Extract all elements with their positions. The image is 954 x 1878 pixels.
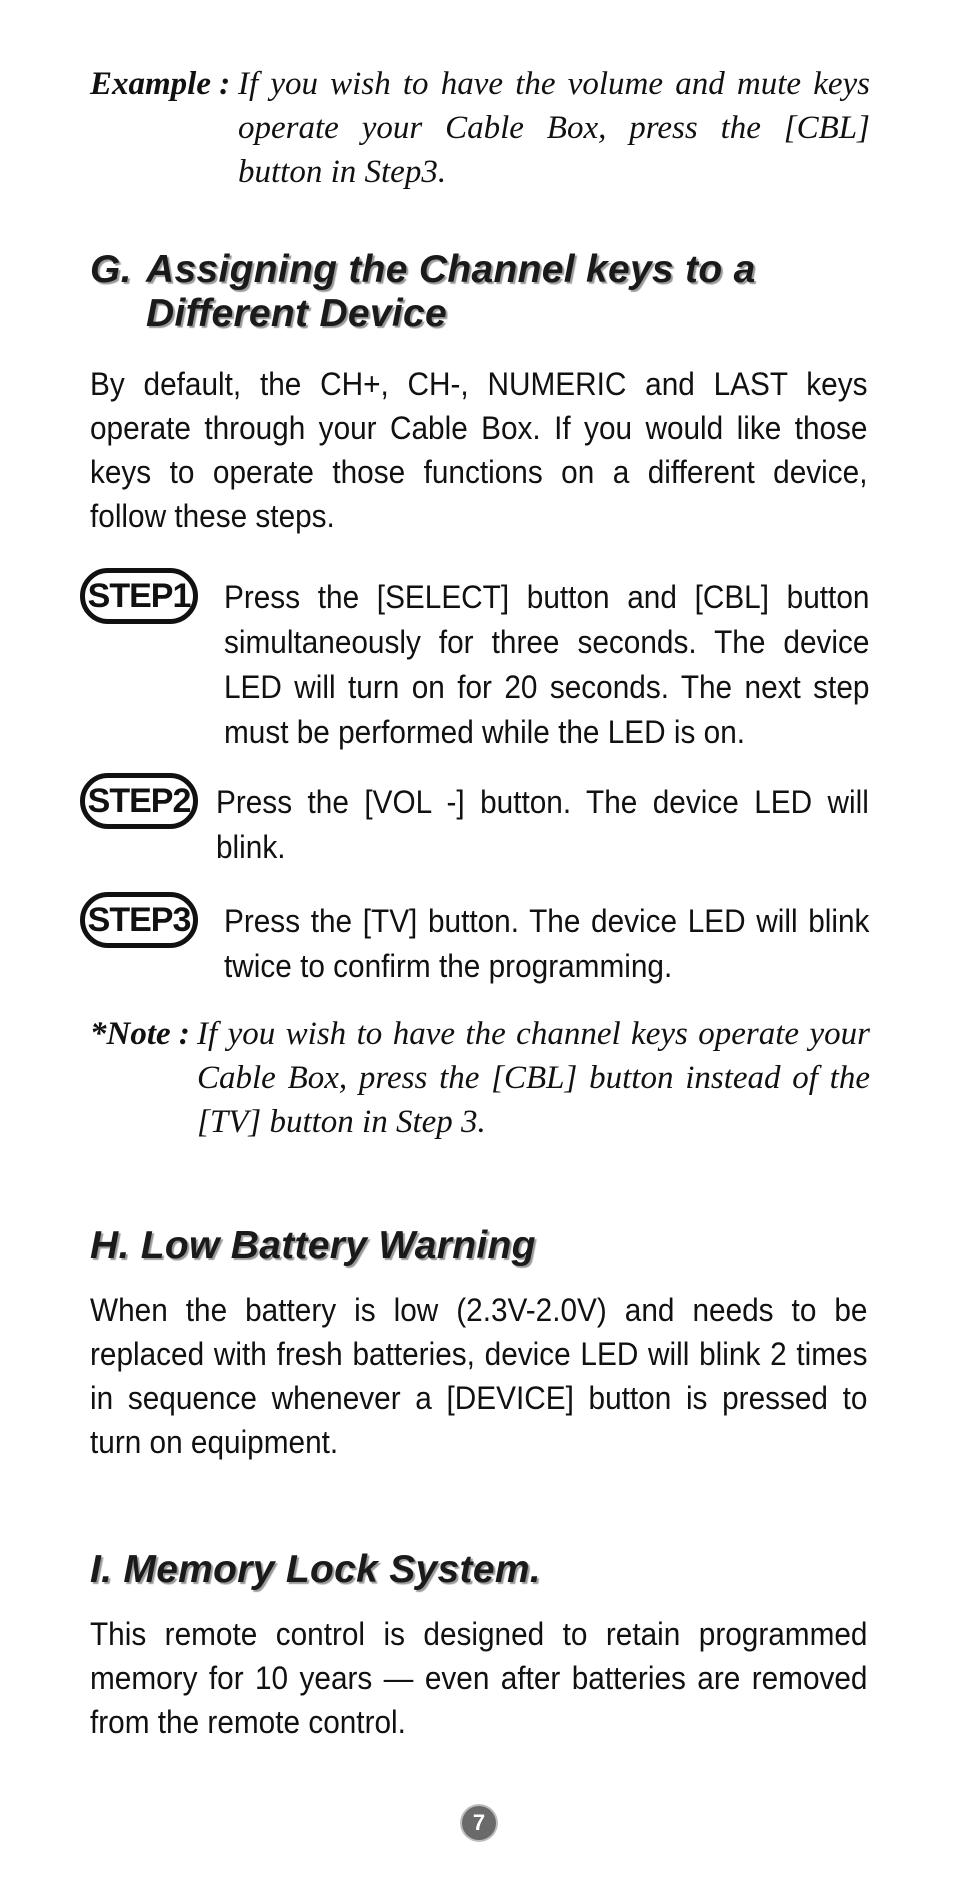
step1-badge: STEP1 bbox=[80, 568, 198, 624]
step3-badge: STEP3 bbox=[80, 892, 198, 948]
example-text: If you wish to have the volume and mute keys operate your Cable Box, press the [CBL] button in Step3. bbox=[238, 66, 870, 190]
section-g-letter: G. bbox=[90, 248, 132, 291]
section-g-title-line2: Different Device bbox=[146, 292, 448, 335]
step2-text: Press the [VOL -] button. The device LED will blink. bbox=[216, 784, 869, 865]
step1-text: Press the [SELECT] button and [CBL] button simultaneously for three seconds. The device LED will turn on for 20 seconds. The next step must be performed while the LED is on. bbox=[224, 579, 870, 750]
section-g-title-line1: Assigning the Channel keys to a bbox=[146, 248, 756, 291]
page-number-badge: 7 bbox=[462, 1806, 496, 1840]
note-text: If you wish to have the channel keys operate your Cable Box, press the [CBL] button instead of the [TV] button in Step 3. bbox=[197, 1016, 870, 1140]
section-h-text: When the battery is low (2.3V-2.0V) and needs to be replaced with fresh batteries, device LED will blink 2 times in sequence whenever a [DEVICE] button is pressed to turn on equipment. bbox=[90, 1292, 868, 1460]
section-i-text: This remote control is designed to retain programmed memory for 10 years — even after batteries are removed from the remote control. bbox=[90, 1616, 868, 1740]
step3-text: Press the [TV] button. The device LED will blink twice to confirm the programming. bbox=[224, 903, 870, 984]
section-g-heading bbox=[90, 248, 756, 336]
example-lead: Example : bbox=[90, 66, 231, 102]
section-i-heading: I. Memory Lock System. bbox=[90, 1548, 541, 1591]
note-lead: *Note : bbox=[90, 1016, 190, 1052]
section-g-intro: By default, the CH+, CH-, NUMERIC and LAST keys operate through your Cable Box. If you would like those keys to operate those functions on a different device, follow these steps. bbox=[90, 366, 868, 534]
section-h-heading: H. Low Battery Warning bbox=[90, 1224, 536, 1267]
step2-badge: STEP2 bbox=[80, 773, 198, 829]
